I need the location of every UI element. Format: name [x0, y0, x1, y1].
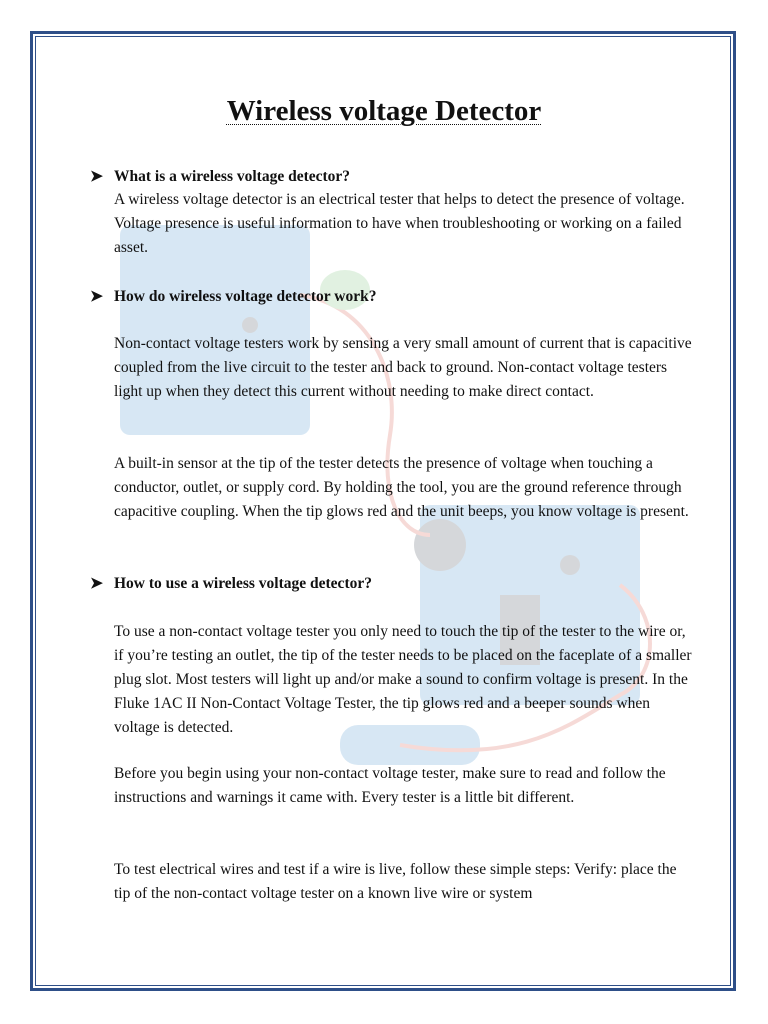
paragraph-definition: A wireless voltage detector is an electrical tester that helps to detect the presence of voltage. Voltage presence is useful information to have when troubleshooting or working on a failed asset.	[114, 191, 685, 256]
paragraph-before-begin: Before you begin using your non-contact voltage tester, make sure to read and follow the instructions and warnings it came with. Every tester is a little bit different.	[114, 765, 666, 806]
document-title: Wireless voltage Detector	[226, 95, 542, 127]
section-heading-how-use: ➤ How to use a wireless voltage detector?	[90, 573, 690, 595]
arrow-bullet-icon: ➤	[90, 288, 103, 305]
arrow-bullet-icon: ➤	[90, 168, 103, 185]
paragraph-usage: To use a non-contact voltage tester you only need to touch the tip of the tester to the wire or, if you’re testing an outlet, the tip of the tester needs to be placed on the faceplate of a smaller plug slot. Most testers will light up and/or make a sound to confirm voltage is present. In the Fluke 1AC II Non-Contact Voltage Tester, the tip glows red and a beeper sounds when voltage is detected.	[114, 623, 692, 736]
paragraph-sensor: A built-in sensor at the tip of the tester detects the presence of voltage when touching a conductor, outlet, or supply cord. By holding the tool, you are the ground reference through capacitive coupling. When the tip glows red and the unit beeps, you know voltage is present.	[114, 455, 689, 520]
section-heading-what: ➤ What is a wireless voltage detector?	[90, 166, 690, 188]
arrow-bullet-icon: ➤	[90, 575, 103, 592]
paragraph-sensing: Non-contact voltage testers work by sensing a very small amount of current that is capacitive coupled from the live circuit to the tester and back to ground. Non-contact voltage testers light up when they detect this current without needing to make direct contact.	[114, 335, 692, 400]
paragraph-test-steps: To test electrical wires and test if a wire is live, follow these simple steps: Verify: place the tip of the non-contact voltage tester on a known live wire or system	[114, 861, 677, 902]
section-heading-how-work: ➤ How do wireless voltage detector work?	[90, 286, 690, 308]
